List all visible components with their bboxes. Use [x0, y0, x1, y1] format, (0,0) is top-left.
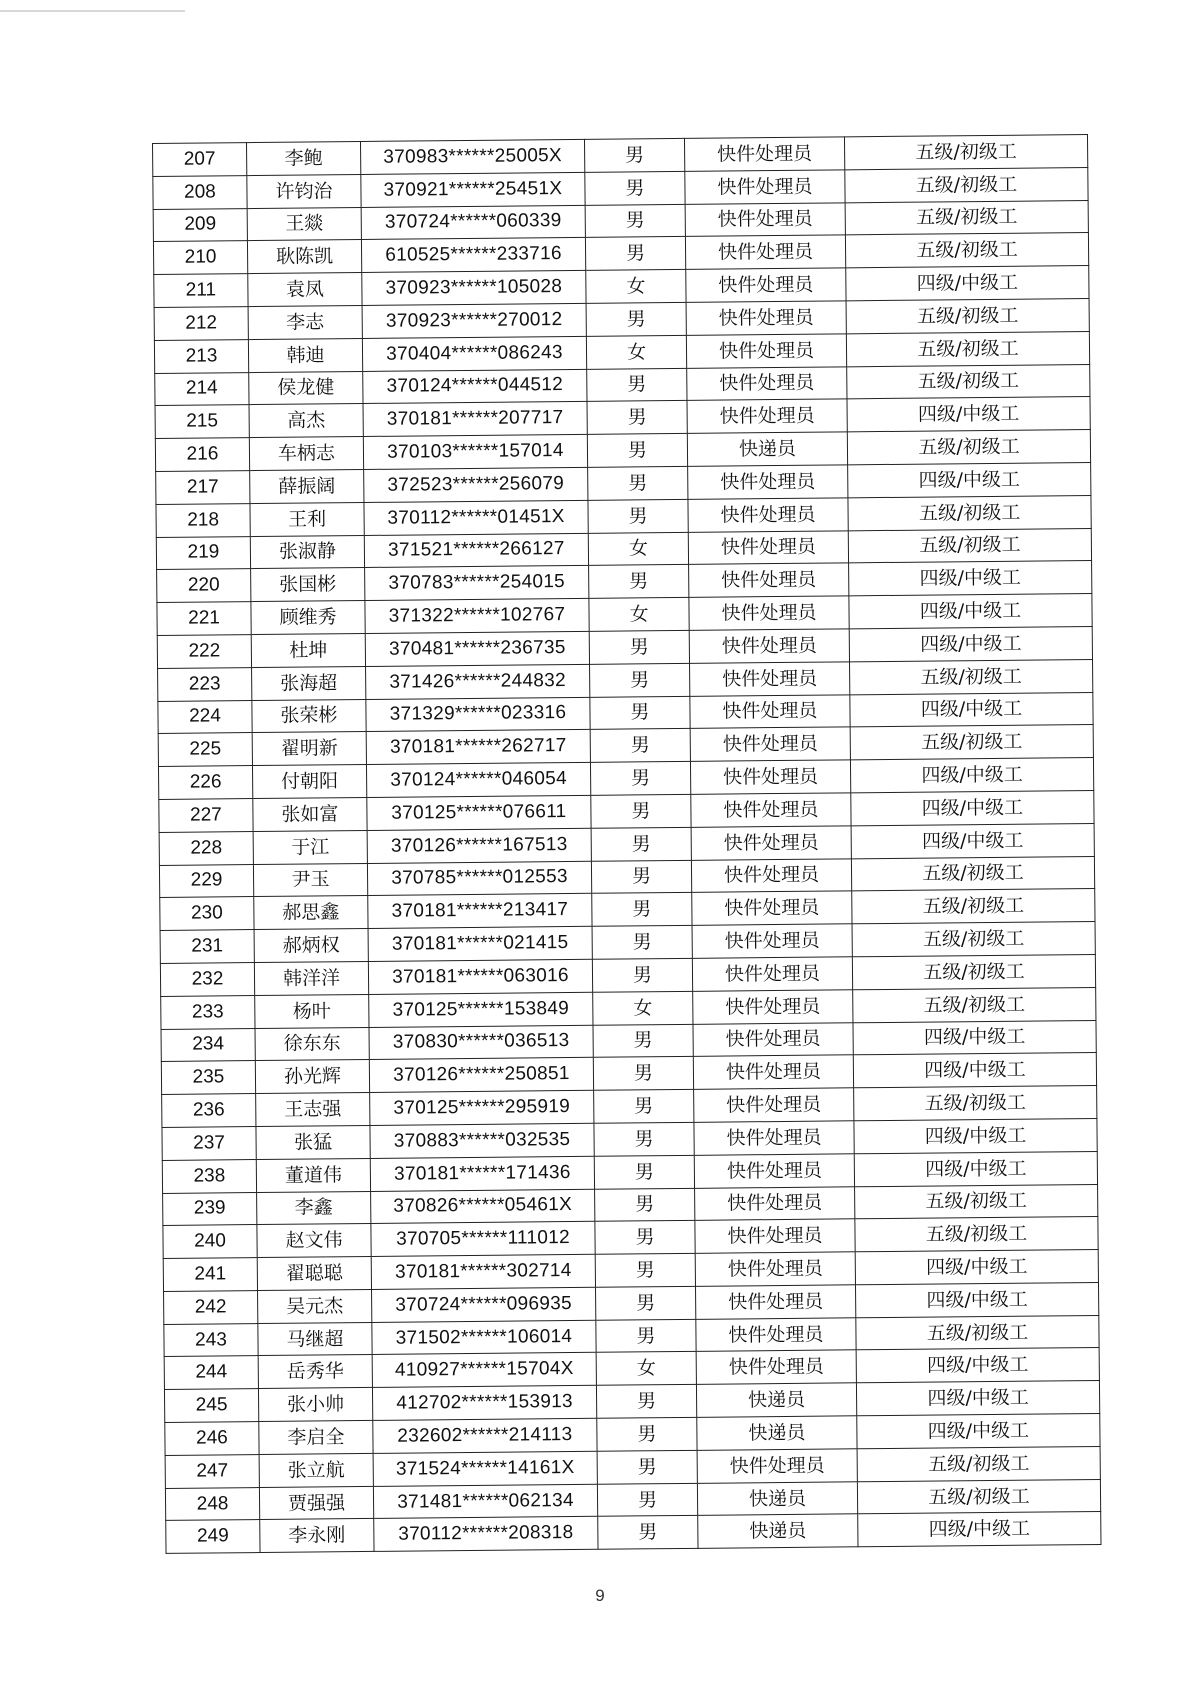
person-name-cell: 张荣彬	[252, 699, 366, 733]
person-name-cell: 王燚	[247, 207, 361, 241]
id-number-cell: 370983******25005X	[360, 139, 584, 174]
person-name-cell: 张小帅	[258, 1388, 372, 1422]
id-number-cell: 610525******233716	[361, 238, 585, 273]
person-name-cell: 董道伟	[256, 1158, 370, 1192]
gender-cell: 男	[587, 401, 687, 435]
row-number-cell: 214	[155, 372, 249, 406]
person-name-cell: 张国彬	[251, 568, 365, 602]
person-name-cell: 翟明新	[252, 732, 366, 766]
skill-level-cell: 五级/初级工	[857, 1479, 1100, 1514]
id-number-cell: 370883******032535	[370, 1123, 594, 1158]
person-name-cell: 付朝阳	[252, 765, 366, 799]
id-number-cell: 371481******062134	[373, 1484, 597, 1519]
occupation-cell: 快件处理员	[691, 793, 851, 827]
person-name-cell: 韩洋洋	[254, 961, 368, 995]
id-number-cell: 370126******167513	[367, 828, 591, 863]
skill-level-cell: 四级/中级工	[847, 397, 1090, 432]
person-name-cell: 薛振阔	[250, 469, 364, 503]
gender-cell: 男	[585, 171, 685, 205]
id-number-cell: 370724******060339	[361, 205, 585, 240]
occupation-cell: 快件处理员	[685, 170, 845, 204]
skill-level-cell: 五级/初级工	[852, 889, 1095, 924]
id-number-cell: 371521******266127	[364, 533, 588, 568]
person-name-cell: 李鲍	[247, 141, 361, 175]
skill-level-cell: 四级/中级工	[853, 1020, 1096, 1055]
gender-cell: 男	[595, 1188, 695, 1222]
person-name-cell: 于江	[253, 830, 367, 864]
id-number-cell: 370181******207717	[363, 402, 587, 437]
gender-cell: 男	[591, 860, 691, 894]
occupation-cell: 快递员	[687, 432, 847, 466]
gender-cell: 男	[597, 1417, 697, 1451]
id-number-cell: 370112******208318	[374, 1517, 598, 1552]
skill-level-cell: 五级/初级工	[847, 364, 1090, 399]
skill-level-cell: 五级/初级工	[844, 135, 1087, 170]
id-number-cell: 232602******214113	[373, 1418, 597, 1453]
row-number-cell: 227	[159, 799, 253, 833]
occupation-cell: 快件处理员	[690, 662, 850, 696]
gender-cell: 男	[586, 302, 686, 336]
skill-level-cell: 四级/中级工	[850, 692, 1093, 727]
skill-level-cell: 五级/初级工	[850, 725, 1093, 760]
skill-level-cell: 四级/中级工	[855, 1282, 1098, 1317]
id-number-cell: 371426******244832	[366, 664, 590, 699]
gender-cell: 男	[591, 794, 691, 828]
roster-table-body	[153, 135, 1101, 1554]
person-name-cell: 王利	[250, 502, 364, 536]
row-number-cell: 232	[160, 962, 254, 996]
gender-cell: 男	[591, 827, 691, 861]
page-number: 9	[595, 1586, 605, 1605]
gender-cell: 男	[587, 368, 687, 402]
skill-level-cell: 四级/中级工	[850, 758, 1093, 793]
occupation-cell: 快件处理员	[689, 596, 849, 630]
occupation-cell: 快件处理员	[695, 1252, 855, 1286]
occupation-cell: 快件处理员	[694, 1088, 854, 1122]
row-number-cell: 215	[155, 405, 249, 439]
id-number-cell: 370181******213417	[368, 894, 592, 929]
id-number-cell: 370181******262717	[366, 730, 590, 765]
occupation-cell: 快件处理员	[688, 498, 848, 532]
id-number-cell: 370125******153849	[369, 992, 593, 1027]
id-number-cell: 370124******044512	[363, 369, 587, 404]
skill-level-cell: 四级/中级工	[854, 1118, 1097, 1153]
occupation-cell: 快件处理员	[687, 399, 847, 433]
skill-level-cell: 五级/初级工	[845, 233, 1088, 268]
row-number-cell: 245	[164, 1389, 258, 1423]
id-number-cell: 370724******096935	[372, 1287, 596, 1322]
skill-level-cell: 四级/中级工	[858, 1512, 1101, 1547]
person-name-cell: 郝思鑫	[254, 896, 368, 930]
occupation-cell: 快件处理员	[688, 465, 848, 499]
gender-cell: 男	[593, 1057, 693, 1091]
occupation-cell: 快件处理员	[688, 530, 848, 564]
occupation-cell: 快件处理员	[690, 694, 850, 728]
gender-cell: 女	[593, 991, 693, 1025]
gender-cell: 男	[590, 663, 690, 697]
skill-level-cell: 五级/初级工	[856, 1315, 1099, 1350]
row-number-cell: 216	[155, 438, 249, 472]
person-name-cell: 李启全	[259, 1421, 373, 1455]
gender-cell: 男	[590, 729, 690, 763]
row-number-cell: 211	[154, 274, 248, 308]
row-number-cell: 238	[162, 1159, 256, 1193]
skill-level-cell: 四级/中级工	[856, 1381, 1099, 1416]
occupation-cell: 快件处理员	[693, 1022, 853, 1056]
id-number-cell: 370103******157014	[363, 435, 587, 470]
person-name-cell: 韩迪	[248, 338, 362, 372]
id-number-cell: 370830******036513	[369, 1025, 593, 1060]
person-name-cell: 郝炳权	[254, 929, 368, 963]
occupation-cell: 快件处理员	[689, 563, 849, 597]
skill-level-cell: 五级/初级工	[851, 856, 1094, 891]
gender-cell: 男	[584, 138, 684, 172]
row-number-cell: 237	[162, 1126, 256, 1160]
id-number-cell: 370125******076611	[367, 795, 591, 830]
row-number-cell: 213	[154, 339, 248, 373]
gender-cell: 男	[594, 1089, 694, 1123]
person-name-cell: 王志强	[256, 1093, 370, 1127]
row-number-cell: 212	[154, 307, 248, 341]
occupation-cell: 快件处理员	[691, 826, 851, 860]
person-name-cell: 徐东东	[255, 1027, 369, 1061]
roster-table	[152, 134, 1102, 1554]
person-name-cell: 翟聪聪	[257, 1257, 371, 1291]
id-number-cell: 370125******295919	[370, 1090, 594, 1125]
occupation-cell: 快递员	[696, 1383, 856, 1417]
gender-cell: 男	[590, 696, 690, 730]
skill-level-cell: 四级/中级工	[851, 790, 1094, 825]
row-number-cell: 244	[164, 1356, 258, 1390]
occupation-cell: 快件处理员	[695, 1285, 855, 1319]
id-number-cell: 370181******021415	[368, 926, 592, 961]
skill-level-cell: 五级/初级工	[848, 495, 1091, 530]
occupation-cell: 快件处理员	[685, 235, 845, 269]
person-name-cell: 吴元杰	[258, 1289, 372, 1323]
skill-level-cell: 四级/中级工	[854, 1151, 1097, 1186]
skill-level-cell: 四级/中级工	[851, 823, 1094, 858]
skill-level-cell: 五级/初级工	[845, 200, 1088, 235]
person-name-cell: 李志	[248, 305, 362, 339]
occupation-cell: 快件处理员	[685, 202, 845, 236]
scan-edge-mark	[0, 10, 185, 12]
gender-cell: 女	[586, 270, 686, 304]
occupation-cell: 快件处理员	[689, 629, 849, 663]
gender-cell: 男	[597, 1450, 697, 1484]
gender-cell: 男	[592, 925, 692, 959]
occupation-cell: 快件处理员	[686, 268, 846, 302]
person-name-cell: 张淑静	[250, 535, 364, 569]
person-name-cell: 杜坤	[251, 633, 365, 667]
gender-cell: 男	[588, 466, 688, 500]
row-number-cell: 223	[158, 667, 252, 701]
gender-cell: 女	[586, 335, 686, 369]
occupation-cell: 快件处理员	[686, 334, 846, 368]
occupation-cell: 快件处理员	[692, 891, 852, 925]
id-number-cell: 370181******302714	[371, 1254, 595, 1289]
skill-level-cell: 五级/初级工	[857, 1446, 1100, 1481]
skill-level-cell: 五级/初级工	[854, 1086, 1097, 1121]
row-number-cell: 210	[153, 241, 247, 275]
row-number-cell: 246	[165, 1422, 259, 1456]
occupation-cell: 快件处理员	[696, 1317, 856, 1351]
occupation-cell: 快件处理员	[687, 366, 847, 400]
occupation-cell: 快件处理员	[690, 760, 850, 794]
id-number-cell: 370124******046054	[366, 762, 590, 797]
id-number-cell: 410927******15704X	[372, 1353, 596, 1388]
skill-level-cell: 五级/初级工	[847, 430, 1090, 465]
occupation-cell: 快件处理员	[686, 301, 846, 335]
skill-level-cell: 五级/初级工	[846, 331, 1089, 366]
occupation-cell: 快递员	[697, 1416, 857, 1450]
row-number-cell: 249	[166, 1520, 260, 1554]
row-number-cell: 239	[163, 1192, 257, 1226]
person-name-cell: 顾维秀	[251, 601, 365, 635]
row-number-cell: 217	[156, 471, 250, 505]
row-number-cell: 247	[165, 1454, 259, 1488]
gender-cell: 男	[596, 1286, 696, 1320]
person-name-cell: 孙光辉	[255, 1060, 369, 1094]
person-name-cell: 张猛	[256, 1125, 370, 1159]
id-number-cell: 370181******171436	[370, 1156, 594, 1191]
gender-cell: 男	[596, 1319, 696, 1353]
row-number-cell: 222	[157, 635, 251, 669]
gender-cell: 男	[588, 499, 688, 533]
occupation-cell: 快件处理员	[693, 1055, 853, 1089]
gender-cell: 女	[589, 598, 689, 632]
gender-cell: 男	[589, 565, 689, 599]
row-number-cell: 234	[161, 1028, 255, 1062]
skill-level-cell: 五级/初级工	[855, 1184, 1098, 1219]
skill-level-cell: 五级/初级工	[853, 987, 1096, 1022]
row-number-cell: 219	[156, 536, 250, 570]
gender-cell: 男	[596, 1385, 696, 1419]
occupation-cell: 快件处理员	[695, 1219, 855, 1253]
gender-cell: 男	[594, 1122, 694, 1156]
person-name-cell: 车柄志	[249, 437, 363, 471]
person-name-cell: 张立航	[259, 1453, 373, 1487]
id-number-cell: 370923******270012	[362, 303, 586, 338]
gender-cell: 女	[596, 1352, 696, 1386]
gender-cell: 男	[587, 434, 687, 468]
id-number-cell: 371322******102767	[365, 598, 589, 633]
gender-cell: 男	[592, 893, 692, 927]
id-number-cell: 370481******236735	[365, 631, 589, 666]
skill-level-cell: 四级/中级工	[849, 594, 1092, 629]
row-number-cell: 248	[165, 1487, 259, 1521]
skill-level-cell: 四级/中级工	[848, 462, 1091, 497]
gender-cell: 男	[593, 1024, 693, 1058]
person-name-cell: 岳秀华	[258, 1355, 372, 1389]
skill-level-cell: 五级/初级工	[852, 922, 1095, 957]
skill-level-cell: 五级/初级工	[850, 659, 1093, 694]
id-number-cell: 370181******063016	[368, 959, 592, 994]
gender-cell: 男	[589, 630, 689, 664]
occupation-cell: 快递员	[698, 1514, 858, 1548]
skill-level-cell: 四级/中级工	[849, 626, 1092, 661]
person-name-cell: 贾强强	[259, 1486, 373, 1520]
row-number-cell: 243	[164, 1323, 258, 1357]
skill-level-cell: 四级/中级工	[857, 1414, 1100, 1449]
gender-cell: 男	[594, 1155, 694, 1189]
occupation-cell: 快件处理员	[691, 858, 851, 892]
occupation-cell: 快件处理员	[694, 1121, 854, 1155]
row-number-cell: 220	[157, 569, 251, 603]
row-number-cell: 231	[160, 930, 254, 964]
person-name-cell: 张如富	[253, 797, 367, 831]
row-number-cell: 226	[158, 766, 252, 800]
gender-cell: 男	[592, 958, 692, 992]
skill-level-cell: 四级/中级工	[846, 266, 1089, 301]
gender-cell: 女	[588, 532, 688, 566]
occupation-cell: 快件处理员	[696, 1350, 856, 1384]
row-number-cell: 208	[153, 175, 247, 209]
occupation-cell: 快件处理员	[693, 990, 853, 1024]
row-number-cell: 241	[163, 1258, 257, 1292]
person-name-cell: 耿陈凯	[247, 240, 361, 274]
person-name-cell: 尹玉	[253, 863, 367, 897]
row-number-cell: 207	[153, 143, 247, 177]
occupation-cell: 快件处理员	[692, 957, 852, 991]
person-name-cell: 杨叶	[255, 994, 369, 1028]
row-number-cell: 221	[157, 602, 251, 636]
row-number-cell: 218	[156, 503, 250, 537]
occupation-cell: 快件处理员	[690, 727, 850, 761]
occupation-cell: 快件处理员	[684, 137, 844, 171]
row-number-cell: 242	[164, 1290, 258, 1324]
row-number-cell: 235	[161, 1061, 255, 1095]
row-number-cell: 236	[162, 1094, 256, 1128]
gender-cell: 男	[585, 237, 685, 271]
skill-level-cell: 四级/中级工	[849, 561, 1092, 596]
person-name-cell: 马继超	[258, 1322, 372, 1356]
gender-cell: 男	[595, 1253, 695, 1287]
id-number-cell: 371524******14161X	[373, 1451, 597, 1486]
row-number-cell: 225	[158, 733, 252, 767]
skill-level-cell: 五级/初级工	[848, 528, 1091, 563]
gender-cell: 男	[598, 1516, 698, 1550]
id-number-cell: 370705******111012	[371, 1222, 595, 1257]
occupation-cell: 快件处理员	[692, 924, 852, 958]
row-number-cell: 224	[158, 700, 252, 734]
id-number-cell: 370126******250851	[369, 1058, 593, 1093]
occupation-cell: 快件处理员	[694, 1154, 854, 1188]
person-name-cell: 张海超	[252, 666, 366, 700]
person-name-cell: 高杰	[249, 404, 363, 438]
row-number-cell: 233	[161, 995, 255, 1029]
skill-level-cell: 五级/初级工	[852, 954, 1095, 989]
row-number-cell: 209	[153, 208, 247, 242]
gender-cell: 男	[597, 1483, 697, 1517]
row-number-cell: 228	[159, 831, 253, 865]
id-number-cell: 370921******25451X	[361, 172, 585, 207]
skill-level-cell: 四级/中级工	[853, 1053, 1096, 1088]
skill-level-cell: 四级/中级工	[856, 1348, 1099, 1383]
id-number-cell: 370404******086243	[362, 336, 586, 371]
person-name-cell: 许钧治	[247, 174, 361, 208]
id-number-cell: 370112******01451X	[364, 500, 588, 535]
row-number-cell: 240	[163, 1225, 257, 1259]
skill-level-cell: 五级/初级工	[855, 1217, 1098, 1252]
skill-level-cell: 五级/初级工	[846, 298, 1089, 333]
id-number-cell: 370785******012553	[367, 861, 591, 896]
id-number-cell: 371502******106014	[372, 1320, 596, 1355]
id-number-cell: 370783******254015	[365, 566, 589, 601]
row-number-cell: 229	[159, 864, 253, 898]
person-name-cell: 赵文伟	[257, 1224, 371, 1258]
occupation-cell: 快件处理员	[695, 1186, 855, 1220]
gender-cell: 男	[590, 762, 690, 796]
occupation-cell: 快递员	[697, 1481, 857, 1515]
id-number-cell: 370923******105028	[362, 271, 586, 306]
id-number-cell: 412702******153913	[372, 1386, 596, 1421]
skill-level-cell: 五级/初级工	[845, 167, 1088, 202]
person-name-cell: 侯龙健	[249, 371, 363, 405]
skill-level-cell: 四级/中级工	[855, 1250, 1098, 1285]
roster-sheet	[152, 134, 1101, 1554]
person-name-cell: 李鑫	[257, 1191, 371, 1225]
id-number-cell: 372523******256079	[364, 467, 588, 502]
id-number-cell: 371329******023316	[366, 697, 590, 732]
person-name-cell: 袁凤	[248, 273, 362, 307]
occupation-cell: 快件处理员	[697, 1449, 857, 1483]
row-number-cell: 230	[160, 897, 254, 931]
gender-cell: 男	[585, 204, 685, 238]
id-number-cell: 370826******05461X	[371, 1189, 595, 1224]
person-name-cell: 李永刚	[260, 1519, 374, 1553]
gender-cell: 男	[595, 1221, 695, 1255]
